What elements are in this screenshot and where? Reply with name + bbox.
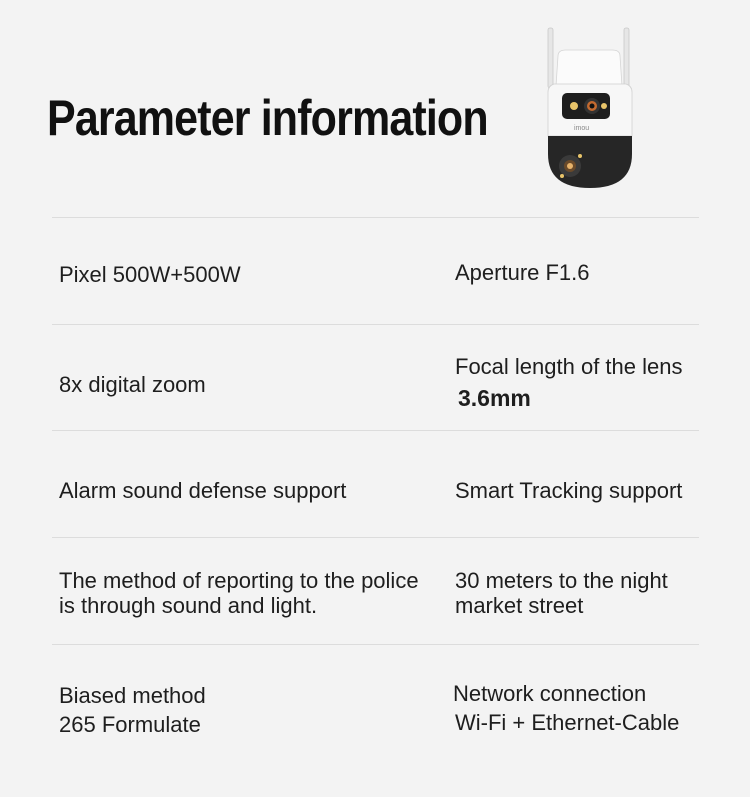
- security-camera-image: [540, 26, 640, 196]
- spec-report-line2: is through sound and light.: [59, 593, 318, 618]
- page-title: Parameter information: [47, 90, 488, 146]
- divider: [52, 644, 699, 645]
- spec-night-line2: market street: [455, 593, 584, 618]
- spec-zoom: 8x digital zoom: [59, 372, 206, 397]
- spec-network-value: Wi-Fi + Ethernet-Cable: [455, 710, 680, 735]
- divider: [52, 537, 699, 538]
- camera-brand-label: imou: [574, 125, 590, 132]
- spec-focal-value: 3.6mm: [458, 385, 531, 411]
- divider: [52, 324, 699, 325]
- spec-biased-label: Biased method: [59, 683, 206, 708]
- divider: [52, 217, 699, 218]
- spec-network-label: Network connection: [453, 681, 647, 706]
- spec-pixel: Pixel 500W+500W: [59, 262, 241, 287]
- spec-alarm: Alarm sound defense support: [59, 478, 347, 503]
- spec-focal-label: Focal length of the lens: [455, 354, 683, 379]
- spec-report-line1: The method of reporting to the police: [59, 568, 419, 593]
- spec-tracking: Smart Tracking support: [455, 478, 683, 503]
- spec-biased-value: 265 Formulate: [59, 712, 201, 737]
- divider: [52, 430, 699, 431]
- spec-night-line1: 30 meters to the night: [455, 568, 668, 593]
- spec-aperture: Aperture F1.6: [455, 260, 590, 285]
